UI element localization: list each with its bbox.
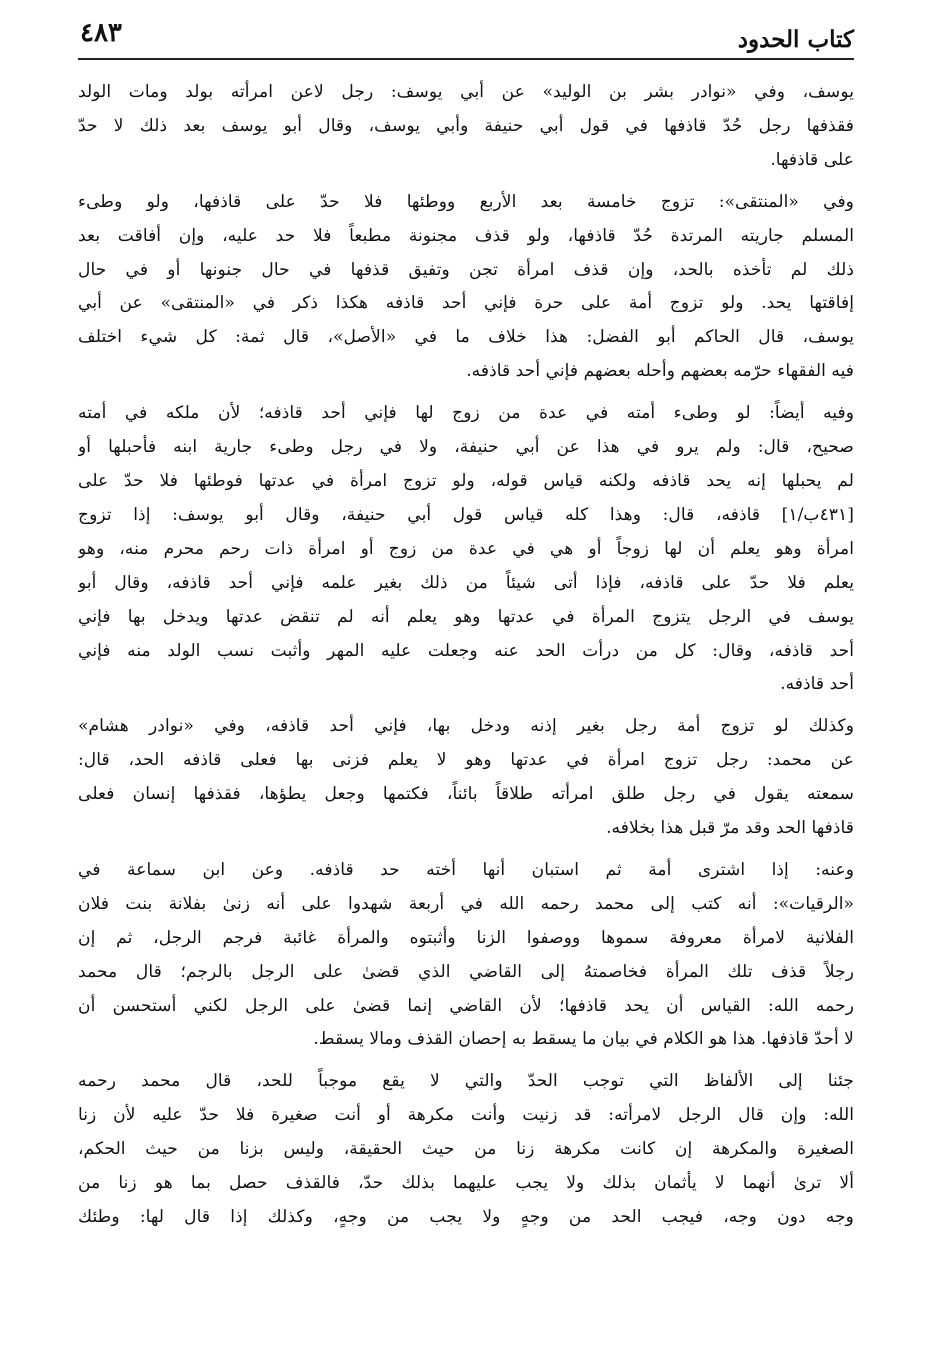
text-line: قاذفها الحد وقد مرّ قبل هذا بخلافه.: [606, 818, 854, 839]
text-line: وعنه: إذا اشترى أمة ثم استبان أنها أخته حد قاذفه. وعن ابن سماعة في: [78, 859, 854, 880]
text-line: وكذلك لو تزوج أمة رجل بغير إذنه ودخل بها، فإني أحد قاذفه، وفي «نوادر هشام»: [78, 716, 854, 737]
paragraph-2: [78, 186, 854, 389]
text-line: يوسف في الرجل يتزوج المرأة في عدتها وهو يعلم أنه لم تنقض عدتها ويدخل بها فإني: [78, 606, 854, 627]
text-line: يوسف، قال الحاكم أبو الفضل: هذا خلاف ما في «الأصل»، قال ثمة: كل شيء اختلف: [78, 327, 854, 348]
text-line: جئنا إلى الألفاظ التي توجب الحدّ والتي لا يقع موجباً للحد، قال محمد رحمه: [78, 1071, 854, 1092]
text-line: لم يحبلها إنه يحد قاذفه ولكنه قياس قوله، ولو تزوج امرأة في عدتها فوطئها فلا حدّ على: [78, 470, 854, 491]
text-line: فيه الفقهاء حرّمه بعضهم وأحله بعضهم فإني أحد قاذفه.: [466, 361, 854, 382]
text-line: وفيه أيضاً: لو وطىء أمته في عدة من زوج لها فإني أحد قاذفه؛ لأن ملكه في أمته: [78, 403, 854, 424]
text-line: المسلم جاريته المرتدة حُدّ قاذفها، ولو قذف مجنونة مطبعاً فلا حد عليه، وإن أفاقت بعد: [78, 225, 854, 246]
text-line: رجلاً قذف تلك المرأة فخاصمتهُ إلى القاضي الذي قضىٰ على الرجل بالرجم؛ قال محمد: [78, 961, 854, 982]
page-number: ٤٨٣: [80, 18, 122, 48]
paragraph-5: [78, 854, 854, 1057]
text-line: الفلانية لامرأة معروفة سموها ووصفوا الزنا وأثبتوه والمرأة غائبة فرجم الرجل، ثم إن: [78, 927, 854, 948]
text-line: «الرقيات»: أنه كتب إلى محمد رحمه الله في أربعة شهدوا على أنه زنىٰ بفلانة بنت فلان: [78, 893, 854, 914]
text-line: وجه دون وجه، فيجب الحد من وجهٍ ولا يجب من وجهٍ، وكذلك إذا قال لها: وطئك: [78, 1207, 854, 1227]
page-body: [78, 76, 854, 1235]
book-page: [78, 14, 854, 1354]
text-line: ذلك لم تأخذه بالحد، وإن قذف امرأة تجن وتفيق قذفها في حال جنونها أو في حال: [78, 259, 854, 280]
text-line: فقذفها رجل حُدّ قاذفها في قول أبي حنيفة وأبي يوسف، وقال أبو يوسف بعد ذلك لا حدّ: [78, 115, 854, 136]
text-line: ألا ترىٰ أنهما لا يأثمان بذلك ولا يجب عليهما بذلك حدّ، فالقذف حصل بما هو زنا من: [78, 1173, 854, 1194]
text-line: رحمه الله: القياس أن يحد قاذفها؛ لأن القاضي إنما قضىٰ على الرجل لكني أستحسن أن: [78, 995, 854, 1016]
paragraph-6: [78, 1065, 854, 1235]
text-line: وفي «المنتقى»: تزوج خامسة بعد الأربع ووطئها فلا حدّ على قاذفها، ولو وطىء: [78, 191, 854, 212]
text-line: عن محمد: رجل تزوج امرأة في عدتها وهو لا يعلم فزنى بها فعلى قاذفه الحد، قال:: [78, 750, 854, 771]
page-header: [78, 14, 854, 60]
text-line: [٤٣١ب/١] قاذفه، قال: وهذا كله قياس قول أبي حنيفة، وقال أبو يوسف: إذا تزوج: [78, 504, 854, 525]
text-line: امرأة وهو يعلم أن لها زوجاً أو هي في عدة من زوج أو امرأة ذات رحم محرم منه، وهو: [78, 538, 854, 559]
text-line: سمعته يقول في رجل طلق امرأته طلاقاً بائناً، فكتمها وجعل يطؤها، فقذفها إنسان فعلى: [78, 784, 854, 805]
text-line: صحيح، قال: ولم يرو في هذا عن أبي حنيفة، ولا في رجل وطىء جارية ابنه فأحبلها أو: [78, 437, 854, 458]
paragraph-3: [78, 397, 854, 702]
text-line: لا أحدّ قاذفها. هذا هو الكلام في بيان ما يسقط به إحصان القذف ومالا يسقط.: [313, 1029, 854, 1050]
text-line: أحد قاذفه، وقال: كل من درأت الحد عنه وجعلت عليه المهر وأثبت نسب الولد منه فإني: [78, 640, 854, 661]
text-line: الصغيرة والمكرهة إن كانت مكرهة زنا من حيث الحقيقة، وليس بزنا من حيث الحكم،: [78, 1139, 854, 1160]
text-line: على قاذفها.: [770, 149, 854, 170]
paragraph-1: [78, 76, 854, 178]
text-line: يعلم فلا حدّ على قاذفه، فإذا أتى شيئاً من ذلك بغير علمه فإني أحد قاذفه، وقال أبو: [78, 572, 854, 593]
paragraph-4: [78, 710, 854, 846]
text-line: يوسف، وفي «نوادر بشر بن الوليد» عن أبي يوسف: رجل لاعن امرأته بولد ومات الولد: [78, 82, 854, 102]
text-line: أحد قاذفه.: [780, 674, 854, 695]
text-line: الله: وإن قال الرجل لامرأته: قد زنيت وأنت مكرهة أو أنت صغيرة فلا حدّ عليه لأن زنا: [78, 1105, 854, 1126]
text-line: إفاقتها يحد. ولو تزوج أمة على حرة فإني أحد قاذفه هكذا ذكر في «المنتقى» عن أبي: [78, 293, 854, 314]
book-title: كتاب الحدود: [737, 26, 854, 53]
